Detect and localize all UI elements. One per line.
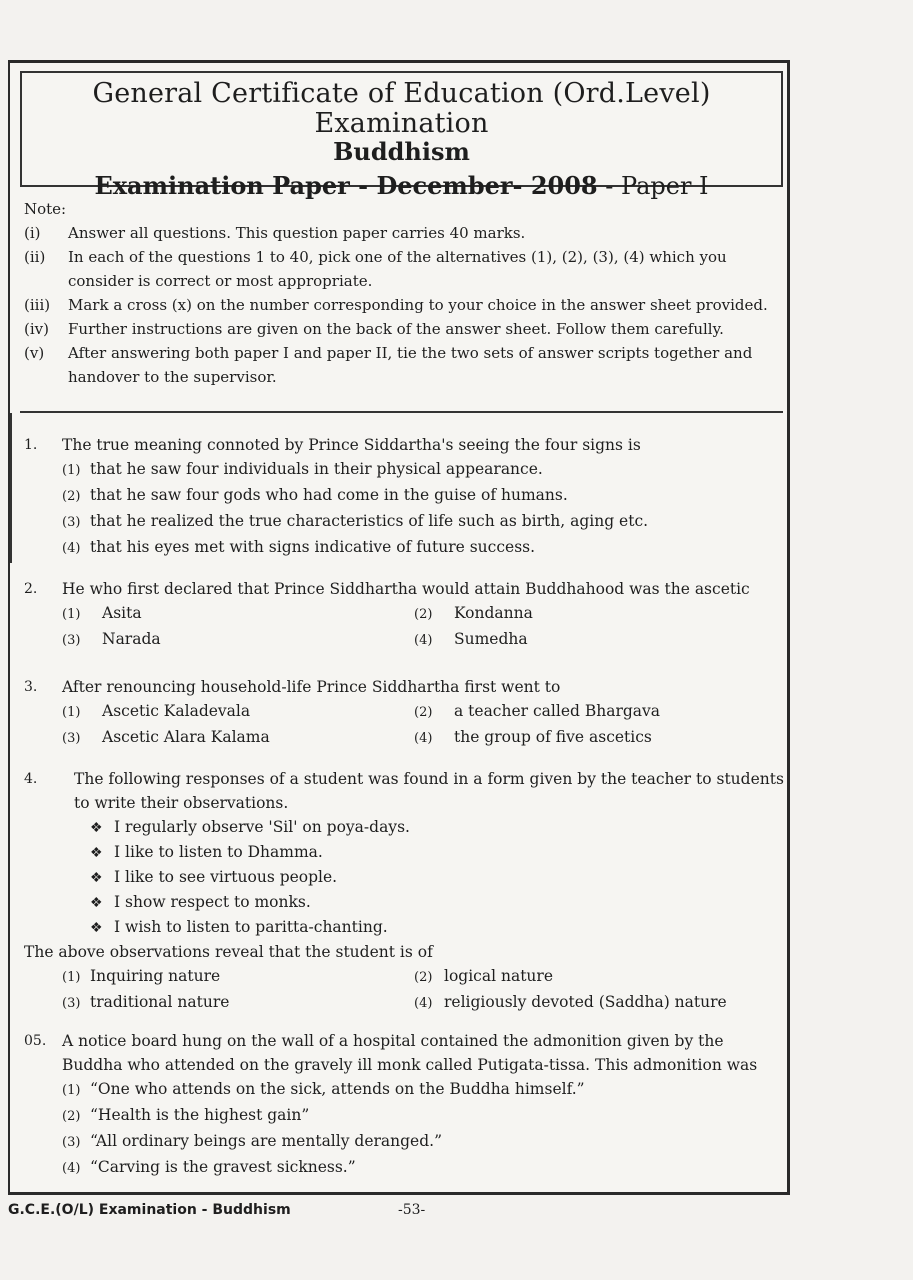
note-item [24,245,774,293]
question-5 [24,1029,784,1181]
option-number: (4) [414,996,433,1011]
note-number: (iv) [24,320,49,338]
paper-title-bold: Examination Paper - December- 2008 [94,171,598,200]
option-text: “One who attends on the sick, attends on the Buddha himself.” [90,1080,585,1098]
option-text: Kondanna [454,604,533,622]
question-text: A notice board hung on the wall of a hospital contained the admonition given by the Buddha who attended on the gravely ill monk called Putigata-tissa. This admonition was [62,1032,758,1074]
option-text: “All ordinary beings are mentally deranged.” [90,1132,443,1150]
note-text: After answering both paper I and paper II, tie the two sets of answer scripts together and handover to the supervisor. [68,344,753,386]
page-number: -53- [398,1202,426,1218]
note-item [24,341,774,389]
option [414,699,766,725]
option [24,535,784,561]
note-item [24,317,774,341]
exam-title: General Certificate of Education (Ord.Level) Examination [92,78,711,139]
bullet-text: I like to listen to Dhamma. [114,843,323,861]
paper-title-rest: - Paper I [597,172,709,200]
option-text: a teacher called Bhargava [454,702,661,720]
option-text: Sumedha [454,630,528,648]
option-text: that he saw four individuals in their physical appearance. [90,460,543,478]
bullet-item [24,890,784,915]
option [62,964,414,990]
option-text: Ascetic Alara Kalama [102,728,270,746]
option-number: (1) [62,607,81,622]
option-text: Asita [102,604,142,622]
option [24,1103,784,1129]
option-number: (1) [62,463,81,478]
bullet-item [24,815,784,840]
question-2 [24,577,784,653]
question-number: 4. [24,771,38,787]
option-number: (4) [62,1161,81,1176]
option [24,1077,784,1103]
note-item [24,293,774,317]
option [24,509,784,535]
option-number: (1) [62,970,81,985]
diamond-bullet-icon: ❖ [90,820,103,836]
option-number: (4) [414,633,433,648]
note-text: Further instructions are given on the back of the answer sheet. Follow them carefully. [68,320,724,338]
option-number: (3) [62,515,81,530]
option [62,725,414,751]
option [62,601,414,627]
bullet-item [24,840,784,865]
option-number: (3) [62,633,81,648]
bullet-item [24,915,784,940]
option-number: (1) [62,705,81,720]
option-number: (4) [62,541,81,556]
margin-rule [10,413,12,563]
option-text: that he realized the true characteristics of life such as birth, aging etc. [90,512,649,530]
option-number: (2) [414,607,433,622]
diamond-bullet-icon: ❖ [90,895,103,911]
question-text: The true meaning connoted by Prince Siddartha's seeing the four signs is [62,436,641,454]
diamond-bullet-icon: ❖ [90,920,103,936]
question-text: He who first declared that Prince Siddhartha would attain Buddhahood was the ascetic [62,580,750,598]
bullet-text: I wish to listen to paritta-chanting. [114,918,388,936]
option [24,1129,784,1155]
footer-title: G.C.E.(O/L) Examination - Buddhism [8,1202,291,1218]
note-text: Answer all questions. This question paper carries 40 marks. [68,224,526,242]
option-text: logical nature [444,967,553,985]
option-text: that his eyes met with signs indicative of future success. [90,538,536,556]
bullet-text: I regularly observe 'Sil' on poya-days. [114,818,410,836]
note-number: (i) [24,224,41,242]
note-number: (iii) [24,296,51,314]
option-number: (4) [414,731,433,746]
options-grid [24,601,784,653]
option-number: (1) [62,1083,81,1098]
option-number: (2) [62,1109,81,1124]
question-number: 3. [24,679,38,695]
option-text: Inquiring nature [90,967,221,985]
option [24,1155,784,1181]
subject-title: Buddhism [333,137,470,166]
option-number: (3) [62,731,81,746]
notes-section [24,197,774,389]
option-number: (3) [62,996,81,1011]
option-text: Ascetic Kaladevala [102,702,251,720]
question-number: 1. [24,437,38,453]
question-followup: The above observations reveal that the student is of [24,943,433,961]
bullet-text: I show respect to monks. [114,893,311,911]
note-number: (v) [24,344,45,362]
option [62,699,414,725]
option [414,964,766,990]
option [414,725,766,751]
option-text: Narada [102,630,161,648]
question-number: 2. [24,581,38,597]
section-divider [20,411,783,413]
bullet-item [24,865,784,890]
question-3 [24,675,784,751]
diamond-bullet-icon: ❖ [90,845,103,861]
question-text: After renouncing household-life Prince Siddhartha first went to [62,678,561,696]
exam-page [8,60,790,1195]
option-text: “Health is the highest gain” [90,1106,310,1124]
option-number: (2) [414,705,433,720]
option-text: “Carving is the gravest sickness.” [90,1158,356,1176]
option [414,601,766,627]
question-number: 05. [24,1033,47,1049]
question-text: The following responses of a student was found in a form given by the teacher to students to write their observations. [74,770,784,812]
option [414,627,766,653]
option [62,627,414,653]
option-text: that he saw four gods who had come in the guise of humans. [90,486,568,504]
question-1 [24,433,784,561]
option [24,483,784,509]
note-text: Mark a cross (x) on the number corresponding to your choice in the answer sheet provided. [68,296,768,314]
bullet-text: I like to see virtuous people. [114,868,338,886]
option-text: religiously devoted (Saddha) nature [444,993,727,1011]
option-number: (2) [62,489,81,504]
option-text: the group of five ascetics [454,728,652,746]
page-header [20,71,783,200]
note-item [24,221,774,245]
option-number: (3) [62,1135,81,1150]
options-grid [24,964,784,1016]
page-footer [8,1202,790,1218]
note-number: (ii) [24,248,46,266]
option [62,990,414,1016]
note-text: In each of the questions 1 to 40, pick one of the alternatives (1), (2), (3), (4) which you consider is correct or most appropriate. [68,248,727,290]
notes-title: Note: [24,200,67,218]
option-number: (2) [414,970,433,985]
question-4 [24,767,784,1016]
option [24,457,784,483]
option-text: traditional nature [90,993,230,1011]
option [414,990,766,1016]
options-grid [24,699,784,751]
diamond-bullet-icon: ❖ [90,870,103,886]
